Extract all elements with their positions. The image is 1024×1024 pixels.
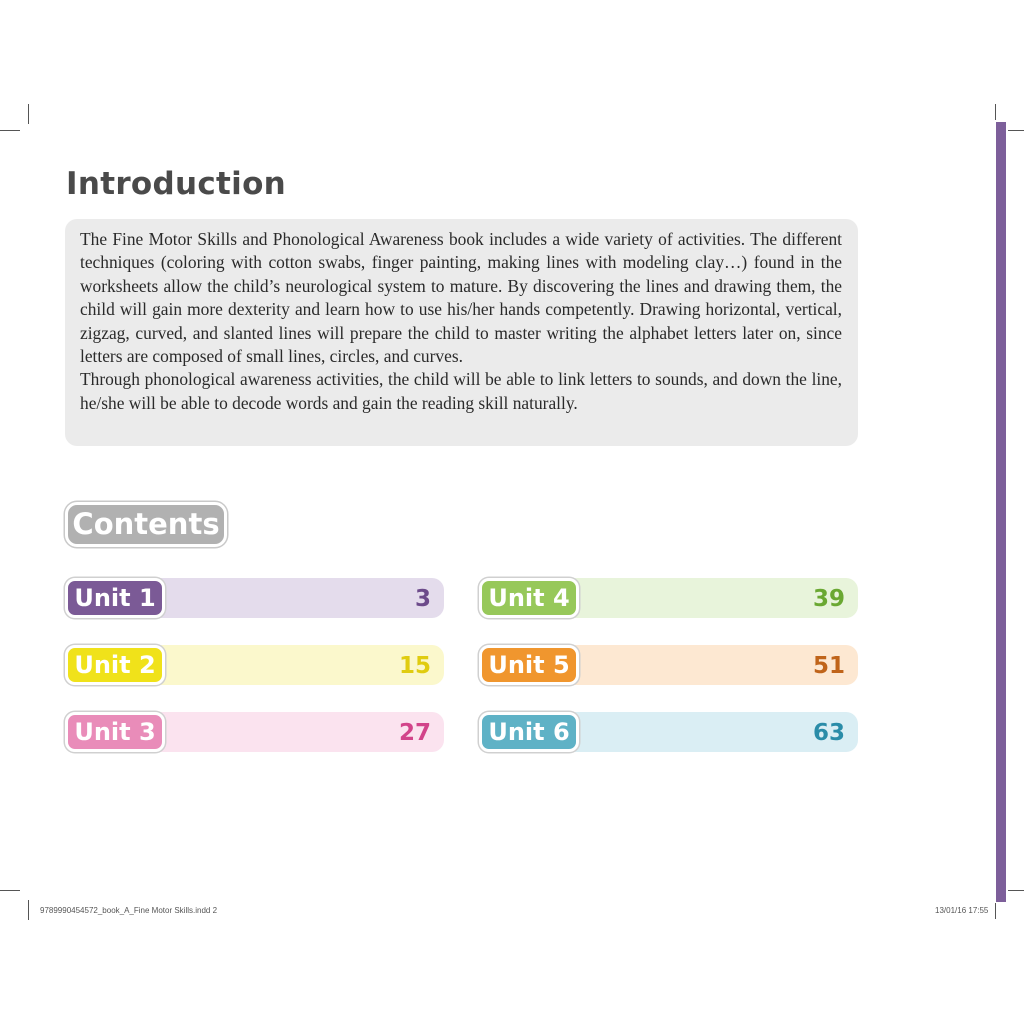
unit-6-page-number: 63 <box>812 720 845 746</box>
introduction-text-box <box>65 219 858 446</box>
unit-2-label: Unit 2 <box>65 645 165 685</box>
toc-row-unit-6[interactable] <box>479 712 858 752</box>
toc-row-unit-5[interactable] <box>479 645 858 685</box>
crop-mark <box>0 130 20 131</box>
unit-3-label: Unit 3 <box>65 712 165 752</box>
unit-6-label: Unit 6 <box>479 712 579 752</box>
introduction-heading: Introduction <box>66 166 287 202</box>
crop-mark <box>995 104 996 120</box>
toc-row-unit-4[interactable] <box>479 578 858 618</box>
crop-mark <box>28 900 29 920</box>
introduction-paragraph-1: The Fine Motor Skills and Phonological Awareness book includes a wide variety of activities. The different techniques (coloring with cotton swabs, finger painting, making lines with modeling clay…) found in the worksheets allow the child’s neurological system to mature. By discovering the lines and drawing them, the child will gain more dexterity and learn how to use his/her hands competently. Drawing horizontal, vertical, zigzag, curved, and slanted lines will prepare the child to master writing the alphabet letters later on, since letters are composed of small lines, circles, and curves. <box>80 229 842 367</box>
crop-mark <box>995 903 996 919</box>
crop-mark <box>1008 890 1024 891</box>
crop-mark <box>28 104 29 124</box>
crop-mark <box>0 890 20 891</box>
unit-5-label: Unit 5 <box>479 645 579 685</box>
unit-4-page-number: 39 <box>812 586 845 612</box>
unit-1-label: Unit 1 <box>65 578 165 618</box>
print-slug-timestamp: 13/01/16 17:55 <box>935 906 989 915</box>
unit-2-page-number: 15 <box>398 653 431 679</box>
crop-mark <box>1008 130 1024 131</box>
unit-1-page-number: 3 <box>414 586 431 612</box>
unit-4-label: Unit 4 <box>479 578 579 618</box>
toc-row-unit-2[interactable] <box>65 645 444 685</box>
unit-3-page-number: 27 <box>398 720 431 746</box>
contents-heading: Contents <box>65 502 227 547</box>
unit-5-page-number: 51 <box>812 653 845 679</box>
toc-row-unit-3[interactable] <box>65 712 444 752</box>
print-slug-filename: 9789990454572_book_A_Fine Motor Skills.indd 2 <box>40 906 218 915</box>
side-color-strip <box>996 122 1006 902</box>
toc-row-unit-1[interactable] <box>65 578 444 618</box>
introduction-paragraph-2: Through phonological awareness activities, the child will be able to link letters to sounds, and down the line, he/she will be able to decode words and gain the reading skill naturally. <box>80 369 842 413</box>
